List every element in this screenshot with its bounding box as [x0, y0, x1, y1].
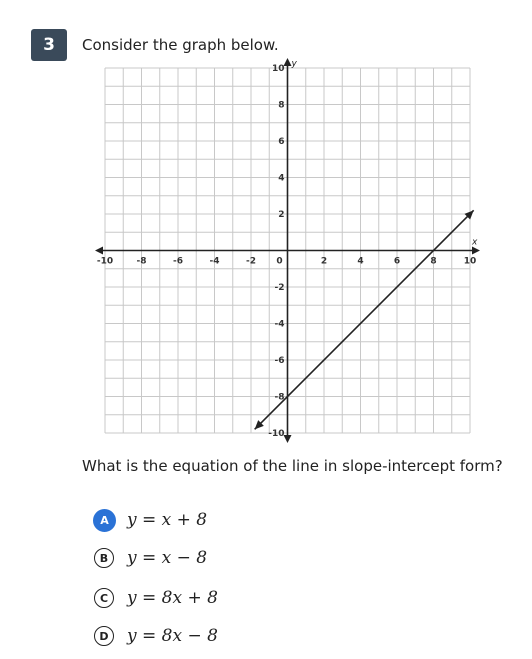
question-prompt: Consider the graph below. [82, 36, 279, 54]
x-tick-label: 2 [320, 256, 328, 267]
x-tick-label: -10 [96, 256, 114, 267]
axes [95, 58, 480, 443]
x-tick-label: 0 [276, 256, 283, 267]
choice-d[interactable] [94, 623, 218, 649]
y-tick-label: -4 [274, 319, 285, 330]
x-axis-right-arrow [472, 247, 480, 255]
y-tick-label: -2 [274, 283, 285, 293]
x-axis-label: x [472, 237, 478, 248]
coordinate-graph [90, 58, 490, 448]
choice-a-equation: y = x + 8 [127, 510, 208, 530]
y-axis-label: y [291, 59, 297, 69]
y-tick-label: -8 [274, 392, 285, 403]
x-tick-label: 4 [357, 256, 364, 267]
y-tick-label: 2 [278, 210, 285, 220]
x-tick-label: 6 [393, 256, 401, 267]
choice-a[interactable] [94, 507, 207, 533]
question-number-badge: 3 [31, 29, 67, 61]
choice-d-equation: y = 8x − 8 [127, 626, 218, 646]
choice-c-equation: y = 8x + 8 [127, 588, 218, 608]
y-axis-up-arrow [284, 58, 292, 66]
choice-b-equation: y = x − 8 [127, 548, 208, 568]
y-tick-label: -6 [274, 356, 285, 366]
x-tick-label: -6 [173, 256, 183, 267]
y-tick-label: 4 [278, 173, 285, 184]
y-tick-label: 6 [278, 137, 285, 147]
tick-labels [97, 64, 476, 439]
choice-a-letter: A [93, 509, 116, 532]
choice-c[interactable] [94, 585, 218, 611]
choice-c-letter: C [94, 588, 114, 608]
choice-d-letter: D [94, 626, 114, 646]
choice-b-letter: B [94, 548, 114, 568]
x-tick-label: -2 [246, 256, 256, 267]
x-tick-label: -4 [209, 256, 220, 267]
y-tick-label: -10 [268, 429, 285, 439]
x-tick-label: 8 [430, 256, 437, 267]
question-text: What is the equation of the line in slope-intercept form? [82, 457, 503, 475]
choice-b[interactable] [94, 545, 207, 571]
x-axis-left-arrow [95, 247, 103, 255]
y-tick-label: 10 [271, 64, 285, 74]
y-axis-down-arrow [284, 435, 292, 443]
y-tick-label: 8 [278, 100, 285, 111]
x-tick-label: -8 [136, 256, 147, 267]
x-tick-label: 10 [463, 256, 477, 267]
